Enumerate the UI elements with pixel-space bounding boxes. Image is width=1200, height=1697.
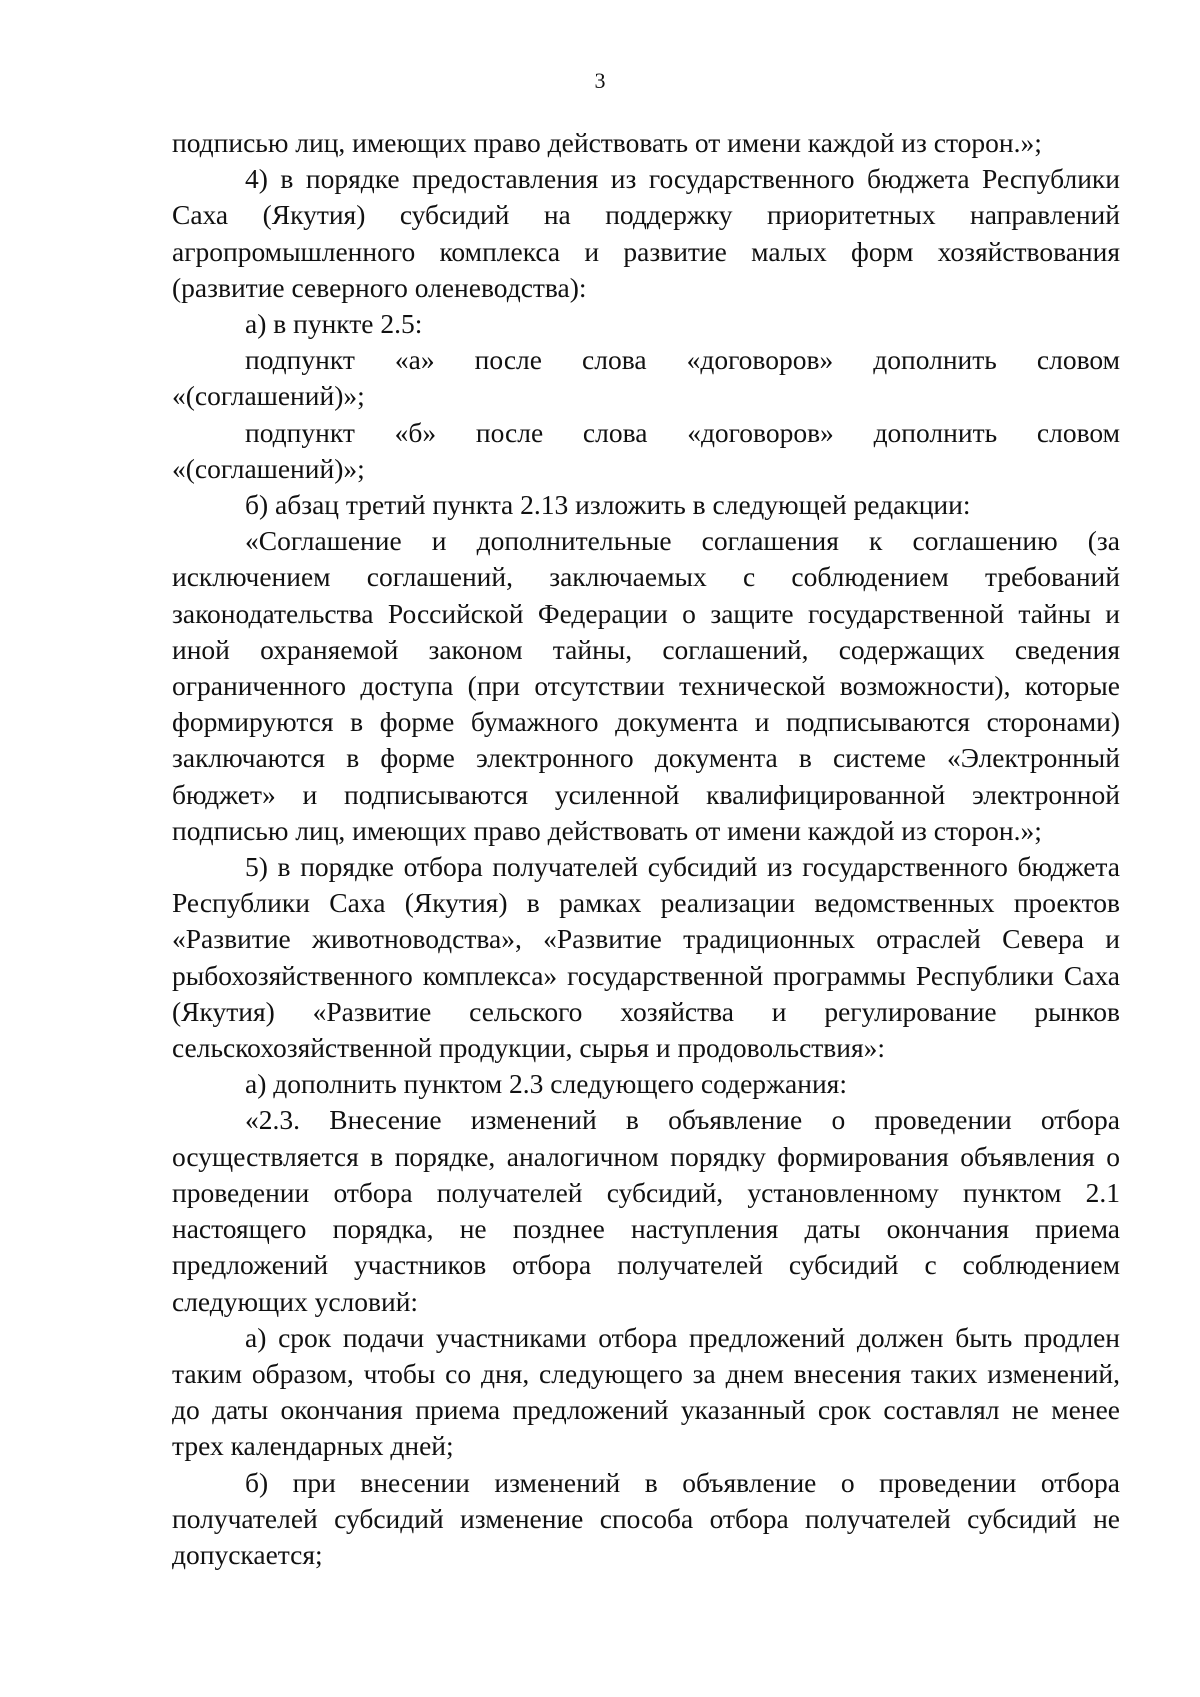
paragraph-subitem-a-point-2-5: а) в пункте 2.5:	[245, 308, 423, 340]
paragraph-subitem-b-point-2-13: б) абзац третий пункта 2.13 изложить в следующей редакции:	[245, 489, 971, 521]
paragraph-point-2-3-text: «2.3. Внесение изменений в объявление о проведении отбора осуществляется в порядке, аналогичном порядку формирования объявления о проведении отбора получателей субсидий, установленному пунктом 2.1 настоящего порядка, не позднее наступления даты окончания приема предложений участников отбора получателей субсидий с соблюдением следующих условий:	[172, 1104, 1120, 1317]
paragraph-condition-b: б) при внесении изменений в объявление о проведении отбора получателей субсидий изменение способа отбора получателей субсидий не допускается;	[172, 1466, 1120, 1570]
paragraph-continuation: подписью лиц, имеющих право действовать от имени каждой из сторон.»;	[172, 127, 1042, 158]
paragraph-item-5: 5) в порядке отбора получателей субсидий из государственного бюджета Республики Саха (Якутия) в рамках реализации ведомственных проектов «Развитие животноводства», «Развитие традиционных отраслей Севера и рыбохозяйственного комплекса» государственной программы Республики Саха (Якутия) «Развитие сельского хозяйства и регулирование рынков сельскохозяйственной продукции, сырья и продовольствия»:	[172, 851, 1120, 1064]
paragraph-agreement-text: «Соглашение и дополнительные соглашения к соглашению (за исключением соглашений, заключаемых с соблюдением требований законодательства Российской Федерации о защите государственной тайны и иной охраняемой законом тайны, соглашений, содержащих сведения ограниченного доступа (при отсутствии технической возможности), которые формируются в форме бумажного документа и подписываются сторонами) заключаются в форме электронного документа в системе «Электронный бюджет» и подписываются усиленной квалифицированной электронной подписью лиц, имеющих право действовать от имени каждой из сторон.»;	[172, 525, 1120, 846]
paragraph-subpoint-b: подпункт «б» после слова «договоров» дополнить словом «(соглашений)»;	[172, 416, 1120, 484]
page-number: 3	[594, 68, 606, 93]
document-body	[172, 125, 1120, 1573]
paragraph-condition-a: а) срок подачи участниками отбора предложений должен быть продлен таким образом, чтобы со дня, следующего за днем внесения таких изменений, до даты окончания приема предложений указанный срок составлял не менее трех календарных дней;	[172, 1321, 1120, 1462]
paragraph-subpoint-a: подпункт «а» после слова «договоров» дополнить словом «(соглашений)»;	[172, 344, 1120, 412]
paragraph-subitem-a-point-2-3: а) дополнить пунктом 2.3 следующего содержания:	[245, 1068, 847, 1100]
paragraph-item-4: 4) в порядке предоставления из государственного бюджета Республики Саха (Якутия) субсидий на поддержку приоритетных направлений агропромышленного комплекса и развитие малых форм хозяйствования (развитие северного оленеводства):	[172, 163, 1120, 303]
